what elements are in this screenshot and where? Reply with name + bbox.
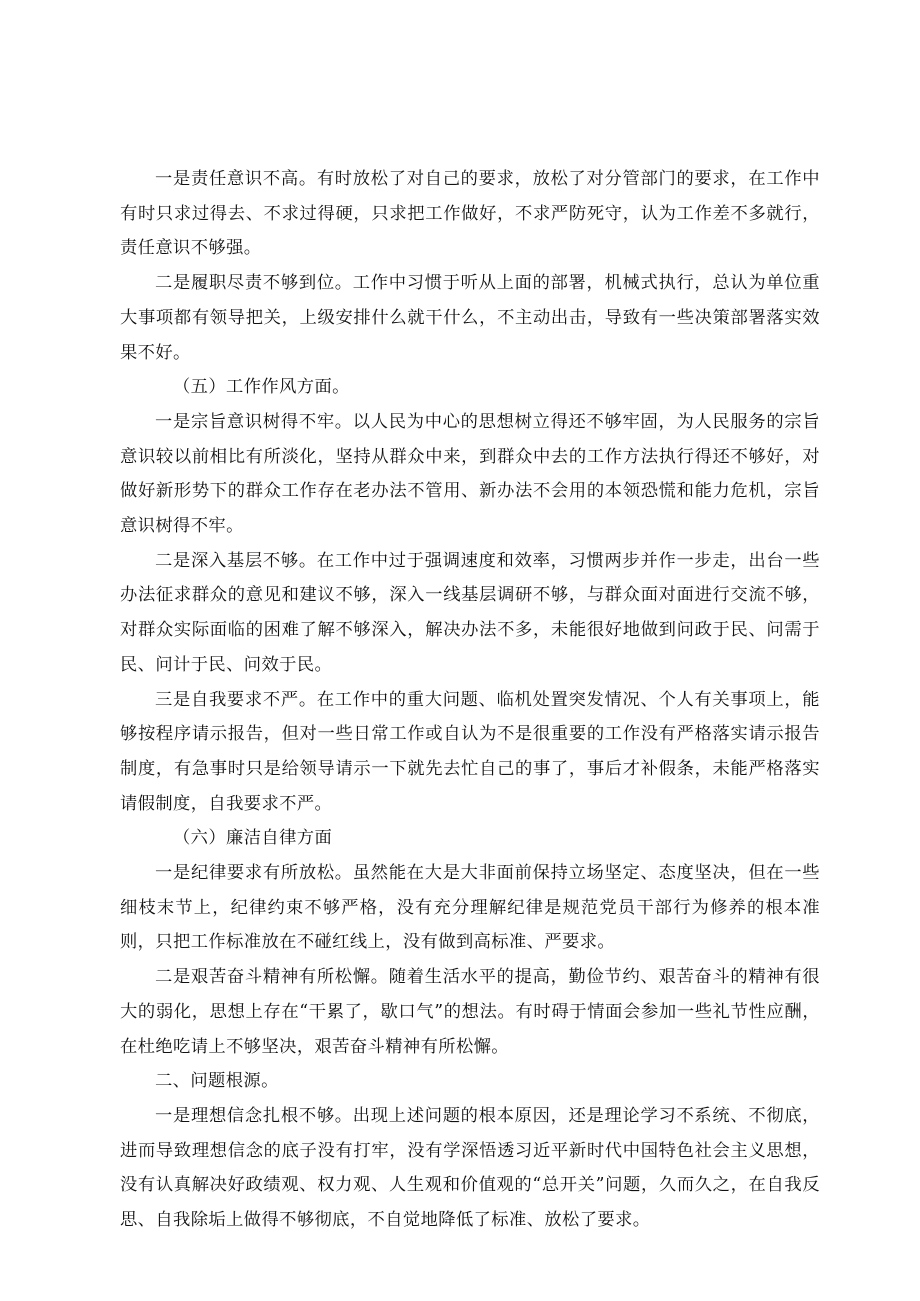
paragraph-purpose-awareness: 一是宗旨意识树得不牢。以人民为中心的思想树立得还不够牢固，为人民服务的宗旨意识较以前相比有所淡化，坚持从群众中来，到群众中去的工作方法执行得还不够好，对做好新形势下的群众工作存在老办法不管用、新办法不会用的本领恐慌和能力危机，宗旨意识树得不牢。 [120,411,820,537]
section-heading-work-style: （五）工作作风方面。 [173,377,350,398]
document-body [120,162,820,1238]
paragraph-responsibility-awareness: 一是责任意识不高。有时放松了对自己的要求，放松了对分管部门的要求，在工作中有时只求过得去、不求过得硬，只求把工作做好，不求严防死守，认为工作差不多就行，责任意识不够强。 [120,169,820,259]
paragraph-discipline-requirements: 一是纪律要求有所放松。虽然能在大是大非面前保持立场坚定、态度坚决，但在一些细枝末节上，纪律约束不够严格，没有充分理解纪律是规范党员干部行为修养的根本准则，只把工作标准放在不碰红线上，没有做到高标准、严要求。 [120,863,820,953]
section-heading-integrity: （六）廉洁自律方面 [173,828,333,849]
paragraph-duty-performance: 二是履职尽责不够到位。工作中习惯于听从上面的部署，机械式执行，总认为单位重大事项都有领导把关，上级安排什么就干什么，不主动出击，导致有一些决策部署落实效果不好。 [120,273,820,363]
paragraph-self-discipline: 三是自我要求不严。在工作中的重大问题、临机处置突发情况、个人有关事项上，能够按程序请示报告，但对一些日常工作或自认为不是很重要的工作没有严格落实请示报告制度，有急事时只是给领导请示一下就先去忙自己的事了，事后才补假条，未能严格落实请假制度，自我要求不严。 [120,689,820,814]
paragraph-hard-work-spirit: 二是艰苦奋斗精神有所松懈。随着生活水平的提高，勤俭节约、艰苦奋斗的精神有很大的弱化，思想上存在“干累了，歇口气”的想法。有时碍于情面会参加一些礼节性应酬，在杜绝吃请上不够坚决，艰苦奋斗精神有所松懈。 [120,967,820,1057]
paragraph-ideals-beliefs: 一是理想信念扎根不够。出现上述问题的根本原因，还是理论学习不系统、不彻底，进而导致理想信念的底子没有打牢，没有学深悟透习近平新时代中国特色社会主义思想，没有认真解决好政绩观、权力观、人生观和价值观的“总开关”问题，久而久之，在自我反思、自我除垢上做得不够彻底，不自觉地降低了标准、放松了要求。 [120,1105,820,1231]
section-heading-root-causes: 二、问题根源。 [155,1071,279,1092]
paragraph-grassroots: 二是深入基层不够。在工作中过于强调速度和效率，习惯两步并作一步走，出台一些办法征求群众的意见和建议不够，深入一线基层调研不够，与群众面对面进行交流不够，对群众实际面临的困难了解不够深入，解决办法不多，未能很好地做到问政于民、问需于民、问计于民、问效于民。 [120,550,820,675]
